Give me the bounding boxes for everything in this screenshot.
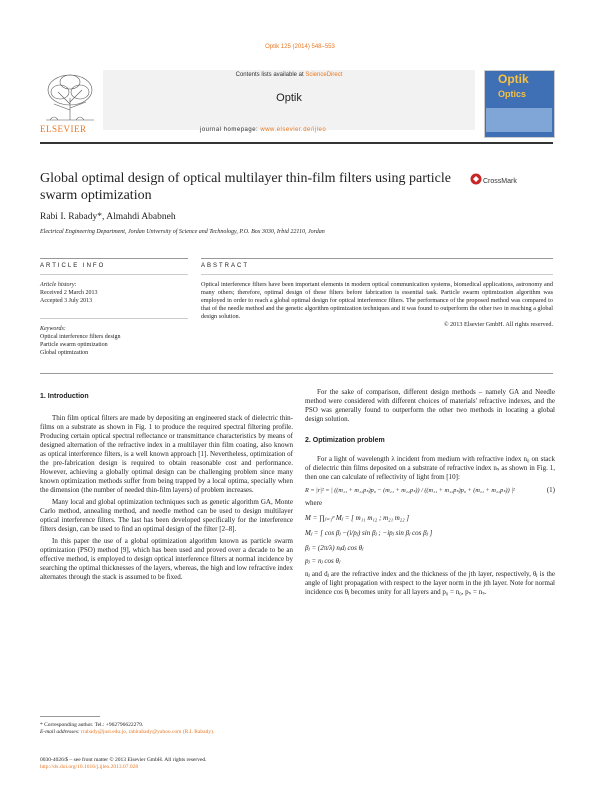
keyword-item: Global optimization (40, 350, 89, 356)
keyword-item: Particle swarm optimization (40, 342, 108, 348)
keyword-item: Optical interference filters design (40, 334, 121, 340)
keywords-block (40, 325, 188, 357)
issn-line: 0030-4026/$ – see front matter © 2013 Elsevier GmbH. All rights reserved. (40, 757, 207, 763)
article-history (40, 281, 188, 305)
equation-matrix-product: M = ∏ⱼ₌₁ᵖ Mⱼ = [ m₁₁ m₁₂ ; m₂₁ m₂₂ ] (305, 514, 410, 522)
equation-layer-matrix: Mⱼ = [ cos βⱼ −(i/pⱼ) sin βⱼ ; −ipⱼ sin βⱼ cos βⱼ ] (305, 529, 433, 537)
where-label: where (305, 499, 323, 507)
email-label: E-mail addresses: (40, 729, 80, 735)
article-title: Global optimal design of optical multilayer thin-film filters using particle swarm optimization (40, 171, 451, 203)
comparison-paragraph: For the sake of comparison, different design methods – namely GA and Needle method were considered with different choices of materials' refractive indexes, and the PSO was generally found to outperform the other two methods in locating a global design solution. (305, 388, 555, 423)
article-info-subrule (40, 274, 188, 275)
crossmark-label[interactable]: CrossMark (483, 178, 517, 185)
intro-paragraph: In this paper the use of a global optimization algorithm known as particle swarm optimization (PSO) method [9], which has been used and proved over a decade to be an effective method, is employed to design optical interference filters at normal incidence by searching the optimal thicknesses of the layers, whereas, the high and low refractive index alternates through the stack is assumed to be fixed. (40, 537, 293, 581)
email-line (40, 729, 293, 736)
header-divider (40, 142, 553, 144)
keywords-label: Keywords: (40, 326, 66, 332)
journal-reference[interactable]: Optik 125 (2014) 548–553 (265, 44, 335, 50)
cover-title: Optik Optics (498, 72, 529, 99)
cover-image-band (486, 108, 552, 132)
equation-number: (1) (546, 486, 555, 494)
elsevier-wordmark: ELSEVIER (40, 124, 87, 134)
affiliation: Electrical Engineering Department, Jordan University of Science and Technology, P.O. Box 3030, Irbid 22110, Jordan (40, 229, 325, 235)
accepted-date: Accepted 3 July 2013 (40, 298, 93, 304)
equation-phase: βⱼ = (2π/λ) nⱼdⱼ cos θⱼ (305, 544, 364, 552)
contents-line (103, 72, 475, 78)
intro-heading: 1. Introduction (40, 393, 89, 400)
author-list: Rabi I. Rabady*, Almahdi Ababneh (40, 212, 176, 222)
footnotes (40, 722, 293, 736)
intro-paragraph: Many local and global optimization techniques such as genetic algorithm GA, Monte Carlo method, annealing method, and needle method can be used to design multilayer optical interference filters. The last has been developed specifically for the interference filters design, can be used to find an optimal design of the filter [2–8]. (40, 498, 293, 533)
abstract-text: Optical interference filters have been important elements in modern optical communication systems, biomedical applications, astronomy and many others; therefore, optimal design of these filters before fabrication is essential task. Particle swarm optimization algorithm was employed in order to reach a global optimal design for optical interference filters. The performance of the proposed method was compared to that of the needle method and the genetic algorithm optimization techniques and it was found to outperform the other two in reaching a global design solution. (201, 281, 553, 320)
homepage-prefix: journal homepage: (200, 127, 261, 133)
optimization-heading: 2. Optimization problem (305, 437, 385, 444)
received-date: Received 2 March 2013 (40, 290, 98, 296)
sciencedirect-link[interactable]: ScienceDirect (305, 72, 343, 78)
right-column (305, 388, 555, 601)
abstract-end-rule (40, 373, 553, 374)
equation-reflectivity: R = |r|² = | ((m₁₁ + m₁₂pₛ)p₀ − (m₂₁ + m₂₂pₛ)) / ((m₁₁ + m₁₂pₛ)p₀ + (m₂₁ + m₂₂pₛ)) |² (305, 487, 515, 494)
abstract-body (201, 281, 553, 329)
article-info-rule (40, 258, 188, 259)
crossmark-icon[interactable] (470, 172, 482, 186)
abstract-rule (201, 258, 553, 259)
elsevier-tree-logo (40, 70, 100, 132)
equation-1-row (305, 486, 555, 495)
intro-body (40, 414, 293, 582)
corresponding-author: * Corresponding author. Tel.: +962796622279. (40, 722, 144, 728)
abstract-copyright: © 2013 Elsevier GmbH. All rights reserved. (443, 321, 553, 328)
email-addresses[interactable]: rrabady@just.edu.jo, rabirabady@yahoo.com (R.I. Rabady). (81, 729, 215, 735)
article-info-heading: ARTICLE INFO (40, 263, 106, 269)
optimization-paragraph: For a light of wavelength λ incident from medium with refractive index n₀ on stack of dielectric thin films deposited on a substrate of refractive index nₛ as shown in Fig. 1, then one can calculate of reflectivity of light from [10]: (305, 455, 555, 481)
publication-meta (40, 757, 207, 771)
abstract-heading: ABSTRACT (201, 263, 250, 269)
equation-admittance: pⱼ = nⱼ cos θⱼ (305, 557, 341, 565)
homepage-link[interactable]: www.elsevier.de/ijleo (260, 127, 327, 133)
contents-prefix: Contents lists available at (235, 72, 306, 78)
history-divider (40, 318, 188, 319)
intro-paragraph: Thin film optical filters are made by depositing an engineered stack of dielectric thin-films on a substrate as shown in Fig. 1 to produce the required spectral filtering profile. Producing certain optical spectral reflectance or transmittance characteristics by means of designed alternation of the refractive index in a multilayer thin film coating, also known as optical interference filters, is a well known approach [1]. Nevertheless, optimization of the pre-fabrication design is required to obtain reasonable cost and performance. However, achieving a globally optimal design can be challenging problem since many known optimization methods suffer from being trapped by a local optima, specially when the dimension (the number of needed thin-film layers) of problem increases. (40, 414, 293, 494)
journal-homepage (200, 127, 326, 133)
doi-link[interactable]: http://dx.doi.org/10.1016/j.ijleo.2013.07.028 (40, 764, 139, 770)
history-label: Article history: (40, 282, 77, 288)
variables-paragraph: nⱼ and dⱼ are the refractive index and the thickness of the jth layer, respectively, θⱼ is the angle of light propagation with respect to the layer norm in the jth layer. Note for normal incidence cos θⱼ becomes unity for all layers and p₀ = n₀, pₛ = nₛ. (305, 570, 555, 596)
left-column (40, 393, 293, 585)
journal-name: Optik (276, 92, 302, 104)
abstract-subrule (201, 274, 553, 275)
footnote-rule (40, 716, 100, 717)
